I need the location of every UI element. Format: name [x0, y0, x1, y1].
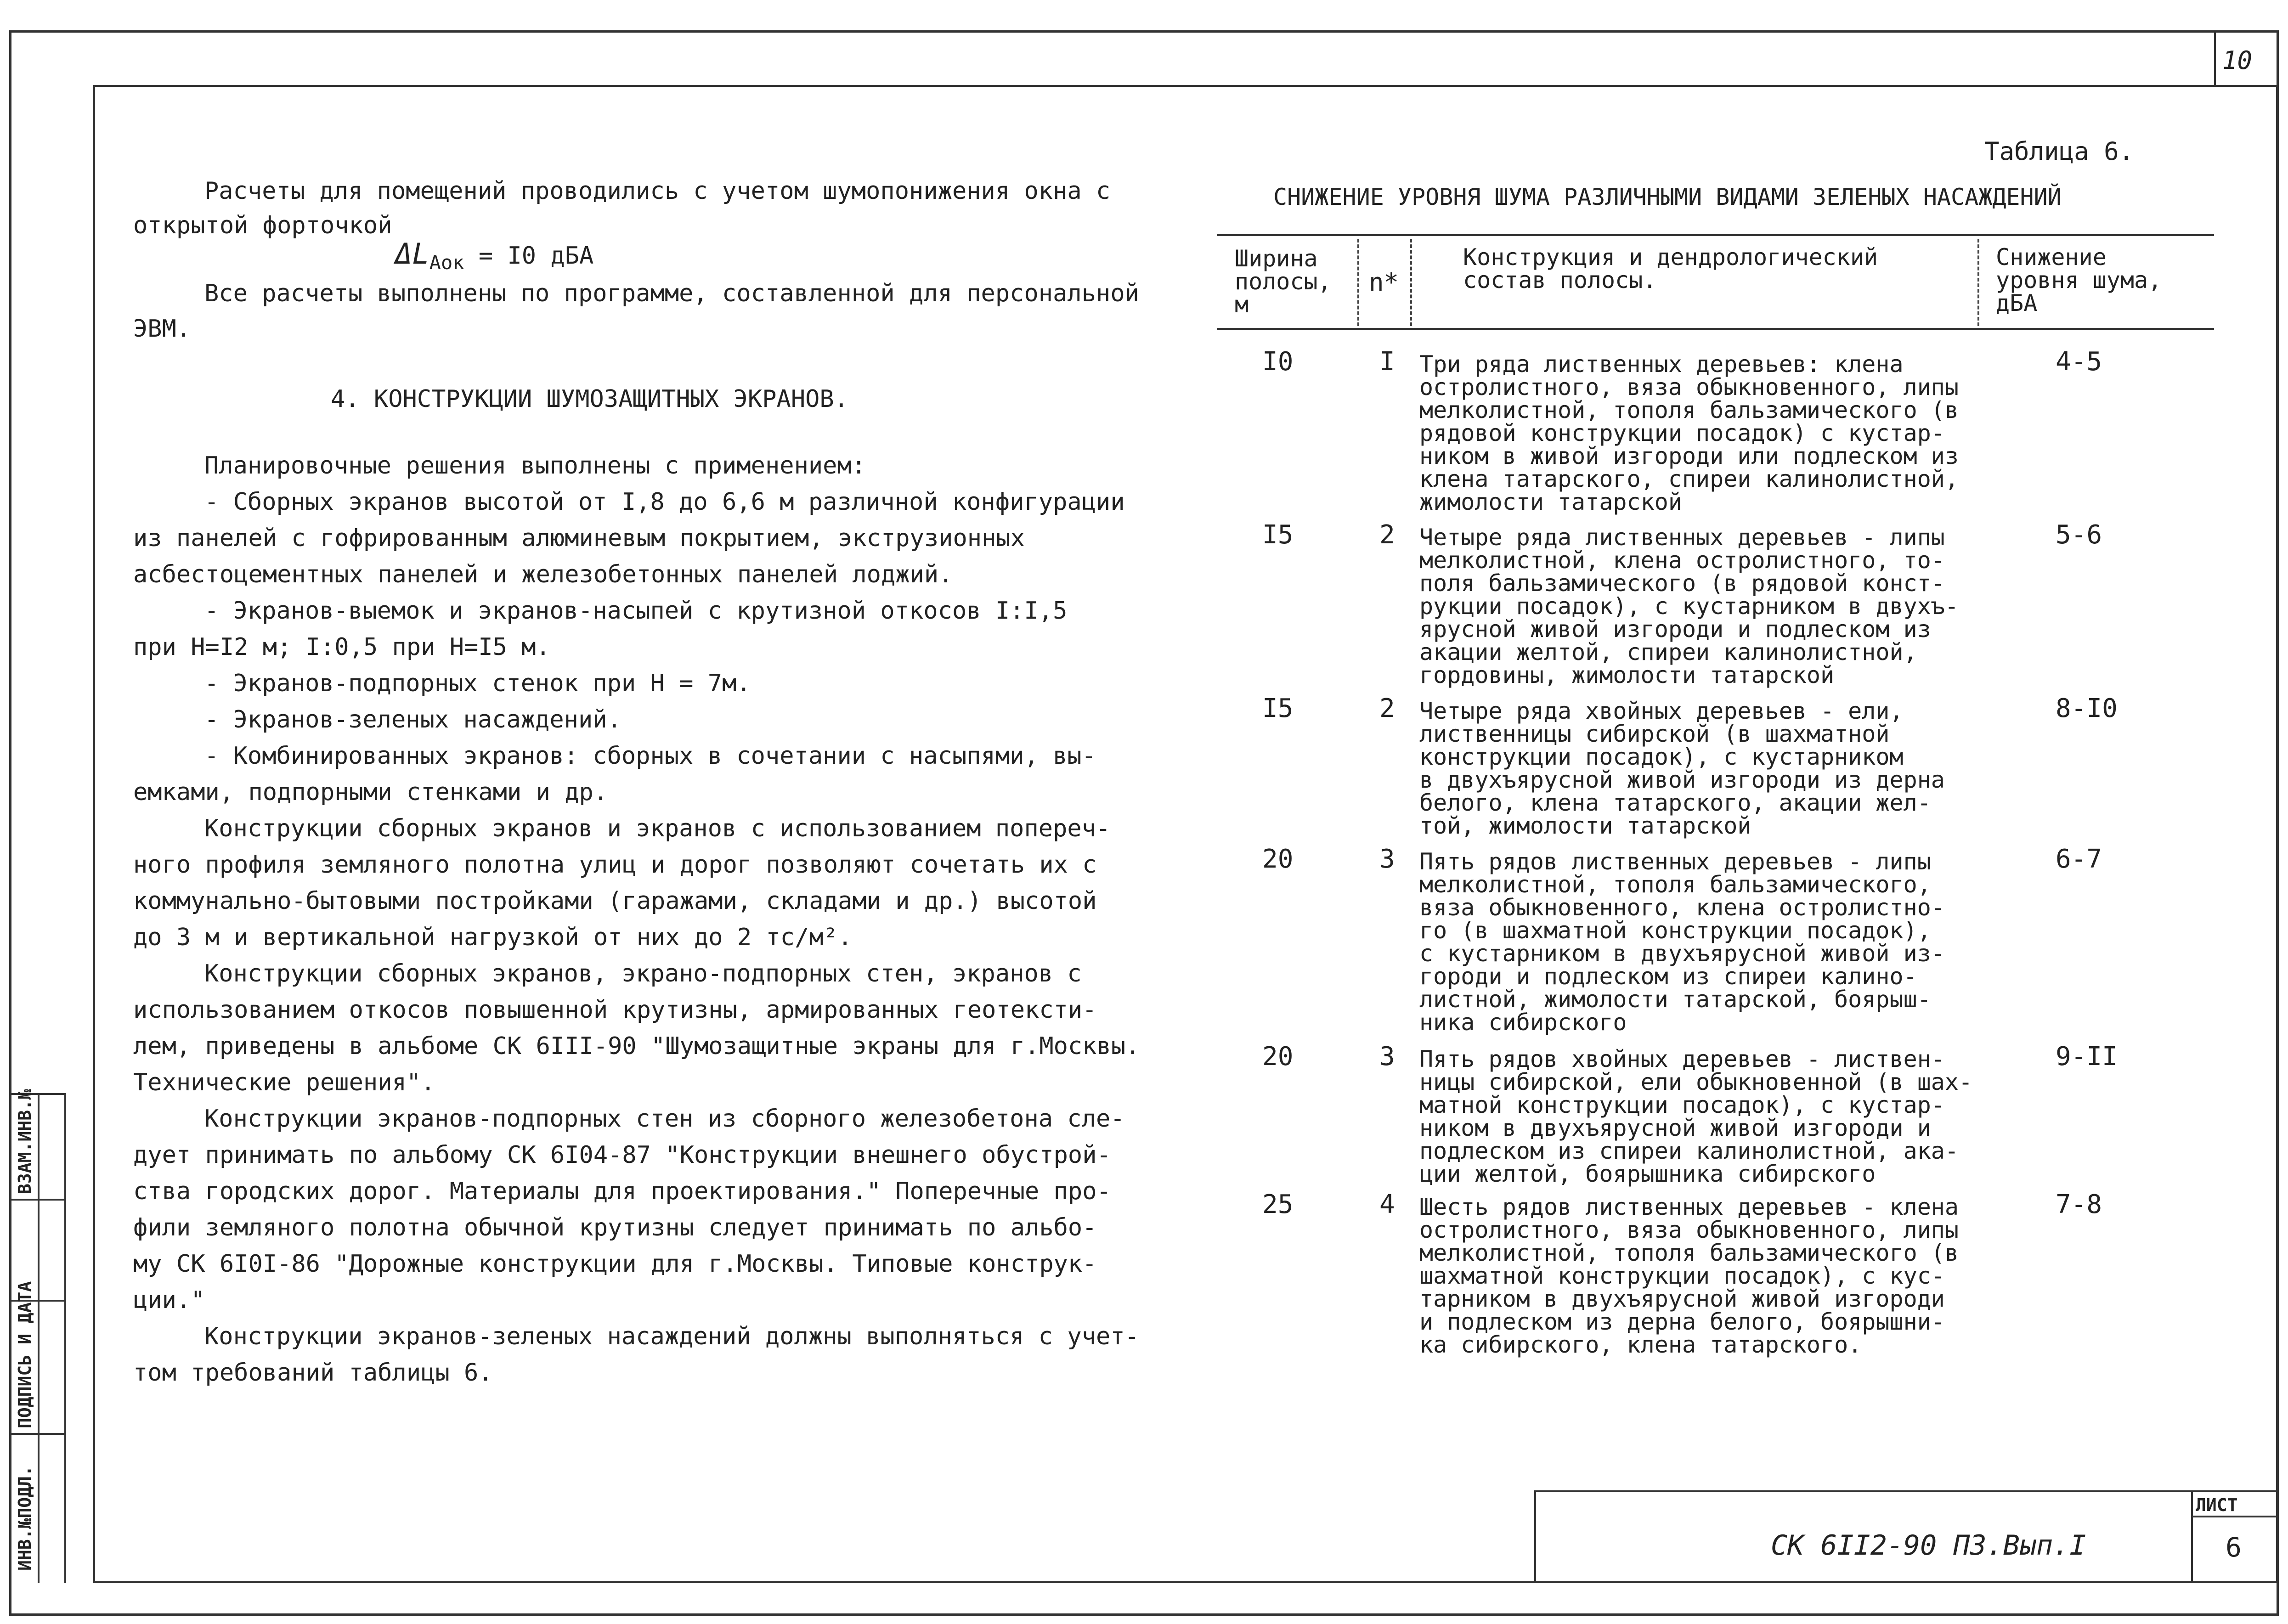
formula-symbol: ΔL — [395, 237, 429, 271]
inner-frame-bottom — [93, 1581, 2278, 1583]
header-construction: Конструкция и дендрологический состав полосы. — [1463, 244, 1878, 293]
stamp-top — [1534, 1490, 2278, 1492]
body-line: - Экранов-зеленых насаждений. — [204, 706, 621, 733]
row-reduction: 8-I0 — [2056, 694, 2118, 723]
body-line: Конструкции сборных экранов и экранов с использованием попереч- — [204, 815, 1111, 842]
side-stamp-div1 — [9, 1199, 66, 1201]
row-construction: Три ряда лиственных деревьев: клена остролистного, вяза обыкновенного, липы мелколистной, тополя бальзамического (в рядовой конструкции посадок) с кустар- ником в живой изгороди или подлеском из клена татарского, спиреи калинолистной, жимолости татарской — [1419, 351, 1959, 515]
body-line: при Н=I2 м; I:0,5 при Н=I5 м. — [133, 633, 550, 661]
body-line: му СК 6I0I-86 "Дорожные конструкции для г.Москвы. Типовые конструк- — [133, 1250, 1097, 1278]
table-title: СНИЖЕНИЕ УРОВНЯ ШУМА РАЗЛИЧНЫМИ ВИДАМИ ЗЕЛЕНЫХ НАСАЖДЕНИЙ — [1273, 184, 2062, 210]
side-stamp-div3 — [9, 1433, 66, 1435]
body-line: дует принимать по альбому СК 6I04-87 "Конструкции внешнего обустрой- — [133, 1141, 1111, 1169]
inner-frame-top — [93, 85, 2278, 87]
formula-subscript: Аок — [429, 251, 464, 274]
body-line: - Комбинированных экранов: сборных в сочетании с насыпями, вы- — [204, 742, 1096, 770]
row-width: I0 — [1262, 347, 1294, 377]
outer-frame-left — [9, 30, 11, 1616]
para2-line2: ЭВМ. — [133, 315, 191, 343]
body-line: Конструкции сборных экранов, экрано-подпорных стен, экранов с — [204, 960, 1082, 987]
formula-value: = I0 дБА — [478, 242, 594, 270]
row-construction: Четыре ряда лиственных деревьев - липы мелколистной, клена остролистного, то- поля бальзамического (в рядовой конст- рукции посадок), с кустарником в двухъ- ярусной живой изгороди и подлеском из акации желтой, спиреи калинолистной, гордовины, жимолости татарской — [1419, 524, 1959, 688]
stamp-sheet-label: ЛИСТ — [2196, 1495, 2238, 1515]
header-width: Ширина полосы, м — [1235, 245, 1332, 318]
body-line: - Экранов-подпорных стенок при Н = 7м. — [204, 670, 751, 697]
body-line: ства городских дорог. Материалы для проектирования." Поперечные про- — [133, 1178, 1111, 1205]
body-line: фили земляного полотна обычной крутизны следует принимать по альбо- — [133, 1214, 1097, 1241]
table-header-top-rule — [1217, 234, 2214, 236]
body-line: том требований таблицы 6. — [133, 1359, 493, 1387]
row-n: 3 — [1379, 1042, 1395, 1071]
body-line: - Сборных экранов высотой от I,8 до 6,6 м различной конфигурации — [204, 488, 1125, 516]
row-n: 2 — [1379, 694, 1395, 723]
body-line: Конструкции экранов-подпорных стен из сборного железобетона сле- — [204, 1105, 1125, 1133]
body-line: ции." — [133, 1286, 205, 1314]
stamp-sheet-divider — [2191, 1516, 2278, 1517]
outer-frame-top — [9, 30, 2279, 33]
section-heading: 4. КОНСТРУКЦИИ ШУМОЗАЩИТНЫХ ЭКРАНОВ. — [331, 385, 849, 413]
body-line: Конструкции экранов-зеленых насаждений должны выполняться с учет- — [204, 1323, 1139, 1350]
body-line: из панелей с гофрированным алюминевым покрытием, экструзионных — [133, 524, 1025, 552]
table-label: Таблица 6. — [1984, 137, 2134, 166]
side-stamp-mid — [38, 1093, 40, 1583]
para2-line1: Все расчеты выполнены по программе, составленной для персональной — [204, 280, 1139, 307]
row-n: 4 — [1379, 1190, 1395, 1219]
inner-frame-right — [2276, 85, 2278, 1583]
stamp-left — [1534, 1490, 1536, 1583]
outer-frame-bottom — [9, 1613, 2279, 1616]
body-line: ного профиля земляного полотна улиц и дорог позволяют сочетать их с — [133, 851, 1097, 879]
formula — [395, 236, 593, 281]
body-line: асбестоцементных панелей и железобетонных панелей лоджий. — [133, 561, 953, 588]
row-width: 20 — [1262, 844, 1294, 874]
row-n: 2 — [1379, 520, 1395, 550]
corner-box-left — [2214, 30, 2216, 87]
header-n: n* — [1369, 268, 1399, 297]
row-construction: Пять рядов хвойных деревьев - листвен- ницы сибирской, ели обыкновенной (в шах- матной конструкции посадок), с кустар- ником в двухъярусной живой изгороди и подлеском из спиреи калинолистной, ака- ции желтой, боярышника сибирского — [1419, 1046, 1973, 1187]
side-stamp-right — [64, 1093, 66, 1583]
row-n: 3 — [1379, 844, 1395, 874]
stamp-sheet-left — [2191, 1490, 2193, 1583]
table-header-bottom-rule — [1217, 328, 2214, 330]
header-reduction: Снижение уровня шума, дБА — [1996, 244, 2162, 316]
row-n: I — [1379, 347, 1395, 377]
row-reduction: 9-II — [2056, 1042, 2118, 1071]
body-line: - Экранов-выемок и экранов-насыпей с крутизной откосов I:I,5 — [204, 597, 1068, 625]
row-width: 25 — [1262, 1190, 1294, 1219]
stamp-doc-code: СК 6II2-90 ПЗ.Вып.I — [1771, 1529, 2086, 1562]
para1-line2: открытой форточкой — [133, 212, 392, 239]
body-line: лем, приведены в альбоме СК 6III-90 "Шумозащитные экраны для г.Москвы. — [133, 1032, 1140, 1060]
corner-page-number: 10 — [2222, 46, 2253, 75]
body-line: использованием откосов повышенной крутизны, армированных геотексти- — [133, 996, 1097, 1024]
body-line: емками, подпорными стенками и др. — [133, 778, 608, 806]
body-line: Планировочные решения выполнены с применением: — [204, 452, 866, 479]
body-line: коммунально-бытовыми постройками (гаражами, складами и др.) высотой — [133, 887, 1097, 915]
row-width: I5 — [1262, 694, 1294, 723]
row-construction: Четыре ряда хвойных деревьев - ели, лиственницы сибирской (в шахматной конструкции посадок), с кустарником в двухъярусной живой изгороди из дерна белого, клена татарского, акации жел- той, жимолости татарской — [1419, 698, 1945, 839]
body-line: Технические решения". — [133, 1069, 435, 1096]
row-reduction: 7-8 — [2056, 1190, 2102, 1219]
inner-frame-left — [93, 85, 95, 1583]
row-width: I5 — [1262, 520, 1294, 550]
body-line: до 3 м и вертикальной нагрузкой от них до 2 тс/м². — [133, 924, 853, 951]
row-reduction: 6-7 — [2056, 844, 2102, 874]
side-label-signature: ПОДПИСЬ И ДАТА — [15, 1281, 35, 1428]
side-label-inv: ИНВ.№ПОДЛ. — [15, 1466, 35, 1571]
stamp-sheet-number: 6 — [2226, 1532, 2242, 1563]
row-reduction: 5-6 — [2056, 520, 2102, 550]
row-construction: Шесть рядов лиственных деревьев - клена остролистного, вяза обыкновенного, липы мелколистной, тополя бальзамического (в шахматной конструкции посадок), с кус- тарником в двухъярусной живой изгороди и подлеском из дерна белого, боярышни- ка сибирского, клена татарского. — [1419, 1194, 1959, 1358]
table-header-divider — [1977, 239, 1979, 326]
row-width: 20 — [1262, 1042, 1294, 1071]
table-header-divider — [1357, 239, 1359, 326]
para1-line1: Расчеты для помещений проводились с учетом шумопонижения окна с — [204, 177, 1111, 205]
table-header-divider — [1410, 239, 1412, 326]
row-construction: Пять рядов лиственных деревьев - липы мелколистной, тополя бальзамического, вяза обыкновенного, клена остролистно- го (в шахматной конструкции посадок), с кустарником в двухъярусной живой из- городи и подлеском из спиреи калино- листной, жимолости татарской, боярыш- ника сибирского — [1419, 848, 1945, 1036]
side-label-replace: ВЗАМ.ИНВ.№ — [15, 1089, 35, 1194]
row-reduction: 4-5 — [2056, 347, 2102, 377]
